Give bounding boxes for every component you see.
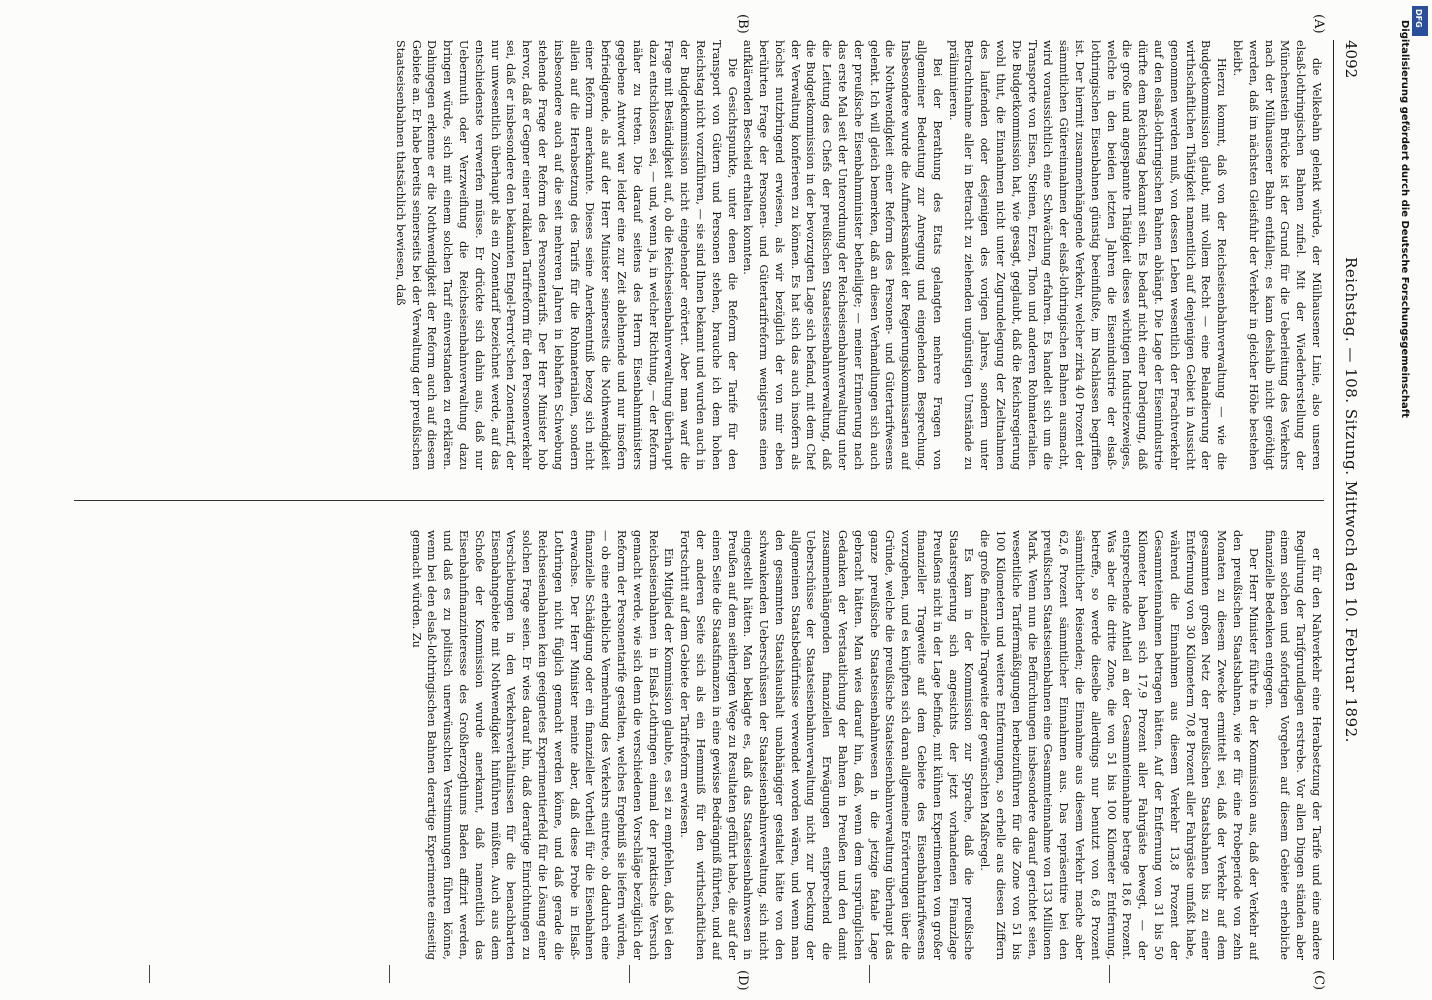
paragraph: Ein Mitglied der Kommission glaubte, es sei zu empfehlen, daß bei den Reichseisenbahnen in Elsaß-Lothringen einmal der praktische Versuch gemacht werde, wie sich denn die verschiedenen Vorschläge bezüglich der Reform der Personentarife gestalten, welches Ergebniß sie liefern würden, — ob eine erhebliche Vermehrung des Verkehrs eintrete, ob dadurch eine finanzielle Schädigung oder ein finanzieller Vortheil für die Eisenbahnen erwachse. Der Herr Minister meinte aber, daß diese Probe in Elsaß-Lothringen nicht füglich gemacht werden könne, und daß gerade die Reichseisenbahnen kein geeignetes Experimentierfeld für die Lösung einer solchen Frage seien. Er wies darauf hin, daß derartige Einrichtungen zu Verschiebungen in den Verkehrsverhältnissen für die benachbarten Eisenbahngebiete mit Nothwendigkeit hinführen müßten. Auch aus dem Schoße der Kommission wurde anerkannt, daß namentlich das Eisenbahnfinanzinteresse des Großherzogthums Baden affizirt werden, und daß es zu politisch unerwünschten Verstimmungen führen könne, wenn bei den elsaß-lothringischen Bahnen derartige Experimente einseitig gemacht würden. Zu <box>409 530 676 960</box>
column-divider <box>74 500 1324 501</box>
paragraph: Die Gesichtspunkte, unter denen die Reform der Tarife für den Transport von Gütern und Personen stehen, brauche ich dem hohen Reichstag nicht vorzuführen, — sie sind Ihnen bekannt und wurden auch in der Budgetkommission nicht eingehender erörtert. Aber man warf die Frage mit Beständigkeit auf, ob die Reichseisenbahnverwaltung überhaupt dazu entschlossen sei, — und, wenn ja, in welcher Richtung, — der Reform näher zu treten. Die darauf seitens des Herrn Eisenbahnministers gegebene Antwort war leider eine zur Zeit ablehnende und nur insofern befriedigende, als auf der Herr Minister seinerseits die Nothwendigkeit einer Reform anerkannte. Dieses seine Anerkenntniß bezog sich nicht allein auf die Herabsetzung des Tarifs für die Rohmaterialien, sondern insbesondere auch auf die seit mehreren Jahren in lebhaften Schwebung stehende Frage der Reform des Personentarifs. Der Herr Minister hob hervor, daß er Gegner einer radikalen Tarifreform für den Personenverkehr sei, daß er insbesondere den bekannten Engel-Perrot'schen Zonentarif, der nur unwesentlich überhaupt als ein Zonentarif bezeichnet werde, auf das entschiedenste verwerfen müsse. Er drückte sich dahin aus, daß nur Uebermuth oder Verzweiflung die Reichseisenbahnverwaltung dazu bringen würde, sich mit einem solchen Tarif einverstanden zu erklären. Dahingegen erkenne er die Nothwendigkeit der Reform auch auf diesem Gebiete an. Er habe bereits seinerseits bei der Verwaltung der preußischen Staatseisenbahnen thatsächlich bewiesen, daß <box>393 40 739 470</box>
paragraph: Der Herr Minister führte in der Kommission aus, daß der Verkehr auf den preußischen Staatsbahnen, wie er für eine Probeperiode von zehn Monaten zu diesem Zwecke ermittelt sei, daß der Verkehr auf dem gesammten großen Netz der preußischen Staatsbahnen bis zu einer Entfernung von 30 Kilometern 70,8 Prozent aller Fahrgäste umfaßt habe, während die Einnahmen aus diesem Verkehr 13,8 Prozent der Gesammteinnahmen betragen hätten. Auf der Entfernung von 31 bis 50 Kilometer haben sich 17,9 Prozent aller Fahrgäste bewegt, — der entsprechende Antheil an der Gesammteinnahme betrage 18,6 Prozent. Was aber die dritte Zone, die von 51 bis 100 Kilometer Entfernung, betreffe, so werde dieselbe allerdings nur benutzt von 6,8 Prozent sämmtlicher Reisenden; die Einnahme aus diesem Verkehr mache aber 62,6 Prozent sämmtlicher Einnahmen aus. Das repräsentire bei den preußischen Staatseisenbahnen eine Gesammteinnahme von 133 Millionen Mark. Wenn nun die Befürchtungen insbesondere darauf gerichtet seien, wesentliche Tarifermäßigungen herbeizuführen für die Zone von 51 bis 100 Kilometern und weitere Entfernungen, so erhelle aus diesen Ziffern die große finanzielle Tragweite der gewünschten Maßregel. <box>978 530 1260 960</box>
margin-marker-c: (C) <box>1311 970 1326 991</box>
margin-marker-a: (A) <box>1311 14 1326 34</box>
margin-tick <box>149 965 150 983</box>
margin-marker-d: (D) <box>735 970 750 991</box>
digitization-credit: Digitalisierung gefördert durch die Deutsche Forschungsgemeinschaft <box>1399 20 1410 418</box>
dfg-logo-text: DFG <box>1414 9 1423 28</box>
dfg-logo <box>1412 6 1428 36</box>
page-number: 4092 <box>1342 40 1360 79</box>
margin-tick <box>869 965 870 983</box>
paragraph: Es kam in der Kommission zur Sprache, daß die preußische Staatsregierung sich angesichts der jetzt vorhandenen Finanzlage Preußens nicht in der Lage befinde, mit kühnen Experimenten von großer finanzieller Tragweite auf dem Gebiete des Eisenbahntarifwesens vorzugehen, und es knüpften sich daran allgemeine Erörterungen über die Gründe, welche die preußische Staatseisenbahnverwaltung überhaupt das ganze preußische Staatseisenbahnwesen in die jetzige fatale Lage gebracht hätten. Man wies darauf hin, daß, wenn dem ursprünglichen Gedanken der Verstaatlichung der Bahnen in Preußen und den damit zusammenhängenden finanziellen Erwägungen entsprechend die Ueberschüsse der Staatseisenbahnverwaltung nicht zur Deckung der allgemeinen Staatsbedürfnisse verwendet worden wären, und wenn man den gesammten Staatshaushalt unabhängiger gestaltet hätte von den schwankenden Ueberschüssen der Staatseisenbahnverwaltung, sich nicht eingestellt hätten. Man beklagte es, daß das Staatseisenbahnwesen in Preußen auf dem seitherigen Wege zu Resultaten geführt habe, die auf der einen Seite die Staatsfinanzen in eine gewisse Bedrängniß führten, und auf der anderen Seite sich als ein Hemmniß für den wirthschaftlichen Fortschritt auf dem Gebiete der Tarifreform erwiesen. <box>678 530 976 960</box>
margin-tick <box>1109 965 1110 983</box>
text-column-left <box>54 40 1324 470</box>
header-rule <box>1333 40 1334 960</box>
page-title: Reichstag. — 108. Sitzung. Mittwoch den 10. Februar 1892. <box>1342 257 1360 743</box>
margin-tick <box>629 965 630 983</box>
page-header <box>1334 40 1360 960</box>
paragraph: Bei der Berathung des Etats gelangten mehrere Fragen von allgemeiner Bedeutung zur Anregung und eingehenden Besprechung. Insbesondere wurde die Aufmerksamkeit der Regierungskommissarien auf die Nothwendigkeit einer Reform des Personen- und Gütertarifwesens gelenkt. Ich will gleich bemerken, daß an diesen Verhandlungen sich auch der preußische Eisenbahnminister betheiligte; — meiner Erinnerung nach das erste Mal seit der Unterordnung der Reichseisenbahnverwaltung unter die Leitung des Chefs der preußischen Staatseisenbahnverwaltung, daß die Budgetkommission in der bevorzugten Lage sich befand, mit dem Chef der Verwaltung konferieren zu können. Es hat sich das auch insofern als höchst nutzbringend erwiesen, als wir bezüglich der von mir eben berührten Frage der Personen- und Gütertarifreform wenigstens einen aufklärenden Bescheid erhalten konnten. <box>741 40 944 470</box>
margin-marker-b: (B) <box>735 14 750 34</box>
paragraph: die Velkebahn gelenkt würde, der Mülhausener Linie, also unseren elsaß-lothringischen Bahnen zufiel. Mit der Wiederherstellung der Münchenstein Brücke ist der Grund für die Ueberleitung des Verkehrs nach der Mülhausener Bahn entfallen; es kann deshalb nicht genöthigt werden, daß im nächsten Gleisfuhr der Verkehr in gleicher Höhe bestehen bleibt. <box>1231 40 1323 470</box>
text-column-right <box>54 530 1324 960</box>
paragraph: er für den Nahverkehr eine Herabsetzung der Tarife und eine andere Regulirung der Tarifgrundlagen erstrebe. Vor allen Dingen ständen aber einem solchen und sofortigen Vorgehen auf diesem Gebiete erhebliche finanzielle Bedenken entgegen. <box>1262 530 1323 960</box>
dfg-logo-graphic <box>1412 6 1428 36</box>
paragraph: Hierzu kommt, daß von der Reichseisenbahnverwaltung — wie die Budgetkommission glaubt, mit vollem Recht — eine Belandierung der wirthschaftlichen Thätigkeit namentlich auf denjenigen Gebiet in Aussicht genommen werden muß, von dessen Leben wesentlich der Frachtverkehr auf den elsaß-lothringischen Bahnen abhängt. Die Lage der Eisenindustrie dürfte dem Reichstag bekannt sein. Es bedarf nicht einer Darlegung, daß die große und angespannte Thätigkeit dieses wichtigen Industriezweiges, welche in den beiden letzten Jahren die Eisenindustrie der elsaß-lothringischen Eisenbahnen günstig beeinflußte, im Nachlassen begriffen ist. Der hiermit zusammenhängende Verkehr, welcher zirka 40 Prozent der sämmtlichen Gütereinnahmen der elsaß-lothringischen Bahnen ausmacht, wird voraussichtlich eine Schwächung erfahren. Es handelt sich um die Transporte von Eisen, Steinen, Erzen, Thon und anderen Rohmaterialien. Die Budgetkommission hat, wie gesagt, geglaubt, daß die Reichsregierung wohl thut, die Einnahmen nicht unter Zugrundelegung der Zieltnahmen des laufenden oder desjenigen des vorigen Jahres, sondern unter Betrachtnahme aller in Betracht zu ziehenden ungünstigen Umstände zu präliminieren. <box>946 40 1229 470</box>
margin-tick <box>389 965 390 983</box>
